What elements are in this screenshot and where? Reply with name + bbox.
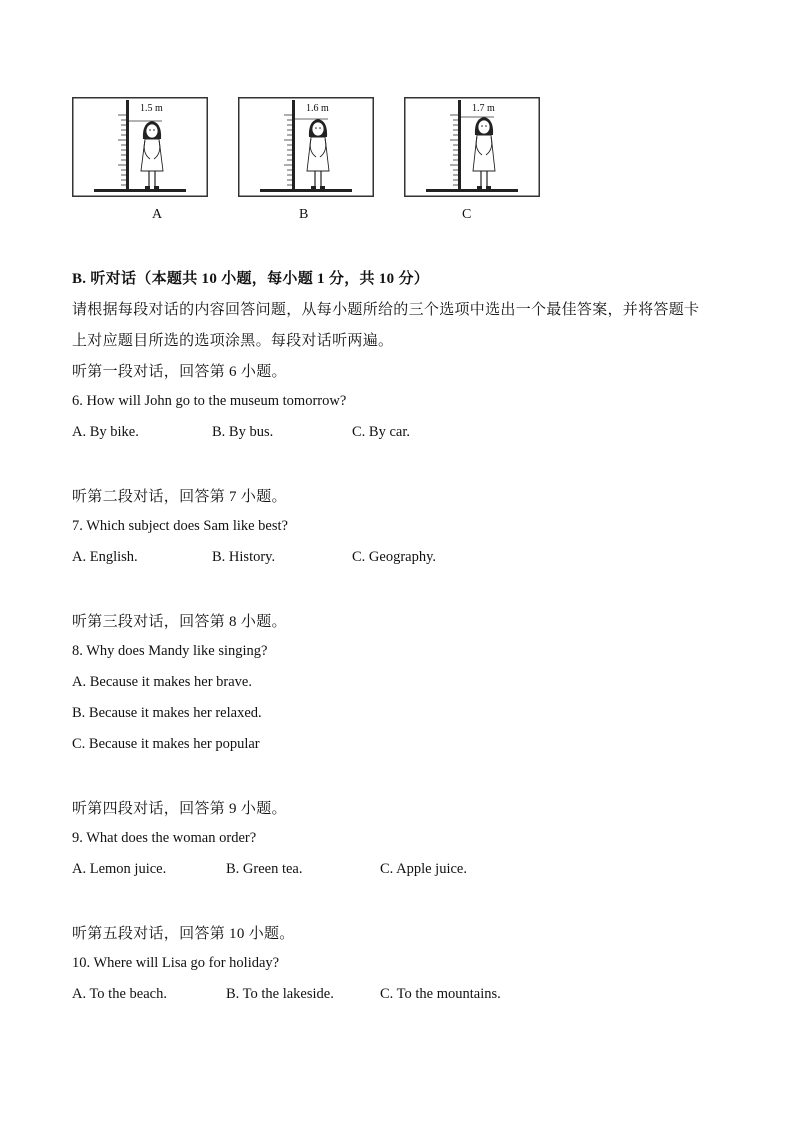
section-b-heading: B. 听对话（本题共 10 小题，每小题 1 分，共 10 分） bbox=[72, 271, 430, 287]
question-6: 6. How will John go to the museum tomorrow? bbox=[72, 393, 347, 409]
option-a: A. English. bbox=[72, 549, 138, 565]
picture-label-c: C bbox=[462, 207, 472, 222]
option-b: B. By bus. bbox=[212, 424, 274, 440]
question-10: 10. Where will Lisa go for holiday? bbox=[72, 955, 280, 971]
girl-eye bbox=[485, 125, 487, 127]
question-8: 8. Why does Mandy like singing? bbox=[72, 643, 268, 659]
ruler-pole bbox=[292, 100, 295, 190]
girl-shoe bbox=[477, 186, 482, 189]
girl-height-illustration bbox=[72, 97, 208, 197]
girl-shoe bbox=[311, 186, 316, 189]
girl-eye bbox=[319, 127, 321, 129]
picture-label-b: B bbox=[299, 207, 309, 222]
option-b: B. Green tea. bbox=[226, 861, 303, 877]
section-b-instruction-cont: 上对应题目所选的选项涂黑。每段对话听两遍。 bbox=[72, 333, 394, 349]
ground-line bbox=[94, 189, 186, 192]
question-7: 7. Which subject does Sam like best? bbox=[72, 518, 288, 534]
section-b-instruction: 请根据每段对话的内容回答问题，从每小题所给的三个选项中选出一个最佳答案，并将答题卡 bbox=[72, 302, 700, 318]
girl-eye bbox=[481, 125, 483, 127]
option-a: A. To the beach. bbox=[72, 986, 167, 1002]
height-label: 1.6 m bbox=[306, 103, 329, 114]
option-b: B. Because it makes her relaxed. bbox=[72, 705, 262, 721]
dialogue-intro: 听第二段对话，回答第 7 小题。 bbox=[72, 489, 287, 505]
picture-c bbox=[404, 97, 540, 197]
option-b: B. To the lakeside. bbox=[226, 986, 334, 1002]
option-c: C. Apple juice. bbox=[380, 861, 467, 877]
girl-shoe bbox=[486, 186, 491, 189]
option-a: A. Because it makes her brave. bbox=[72, 674, 252, 690]
ground-line bbox=[426, 189, 518, 192]
ruler-pole bbox=[126, 100, 129, 190]
height-label: 1.5 m bbox=[140, 103, 163, 114]
girl-eye bbox=[315, 127, 317, 129]
option-c: C. To the mountains. bbox=[380, 986, 501, 1002]
question-9: 9. What does the woman order? bbox=[72, 830, 257, 846]
ground-line bbox=[260, 189, 352, 192]
girl-shoe bbox=[154, 186, 159, 189]
girl-height-illustration bbox=[404, 97, 540, 197]
girl-shoe bbox=[320, 186, 325, 189]
dialogue-intro: 听第三段对话，回答第 8 小题。 bbox=[72, 614, 287, 630]
dialogue-intro: 听第五段对话，回答第 10 小题。 bbox=[72, 926, 295, 942]
girl-eye bbox=[149, 129, 151, 131]
girl-height-illustration bbox=[238, 97, 374, 197]
option-a: A. By bike. bbox=[72, 424, 139, 440]
girl-face bbox=[146, 124, 158, 138]
girl-shoe bbox=[145, 186, 150, 189]
option-a: A. Lemon juice. bbox=[72, 861, 167, 877]
picture-a bbox=[72, 97, 208, 197]
girl-face bbox=[478, 120, 490, 134]
option-c: C. Geography. bbox=[352, 549, 437, 565]
picture-label-a: A bbox=[152, 207, 163, 222]
girl-face bbox=[312, 122, 324, 136]
picture-b bbox=[238, 97, 374, 197]
option-c: C. Because it makes her popular bbox=[72, 736, 260, 752]
option-b: B. History. bbox=[212, 549, 276, 565]
option-c: C. By car. bbox=[352, 424, 410, 440]
height-label: 1.7 m bbox=[472, 103, 495, 114]
dialogue-intro: 听第四段对话，回答第 9 小题。 bbox=[72, 801, 287, 817]
girl-eye bbox=[153, 129, 155, 131]
dialogue-intro: 听第一段对话，回答第 6 小题。 bbox=[72, 364, 287, 380]
ruler-pole bbox=[458, 100, 461, 190]
